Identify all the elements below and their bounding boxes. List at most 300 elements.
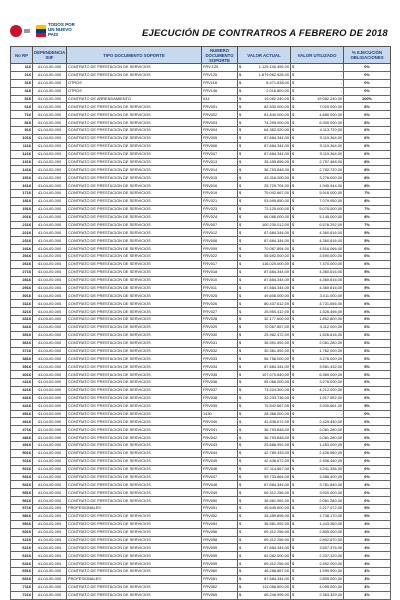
cell-currency: $ (239, 166, 242, 172)
table-header-row (11, 47, 391, 64)
cell-currency: $ (239, 324, 242, 330)
table-row (11, 402, 391, 410)
cell-numero-documento: FRV061 (202, 575, 238, 583)
cell-valor-actual: 1.129.140.455,00 (243, 64, 291, 72)
cell-no-rp: 1916 (11, 205, 33, 213)
cell-valor-actual: 69.312.256,00 (243, 489, 291, 497)
cell-dependencia: 41-04-00-000 (33, 386, 67, 394)
cell-valor-utilizado: 3.388.400,00 (296, 473, 344, 481)
cell-dependencia: 41-04-00-000 (33, 260, 67, 268)
cell-currency: $ (292, 151, 295, 157)
cell-valor-actual: 74.295.000,00 (243, 119, 291, 127)
colombia-flag-icon (36, 25, 46, 37)
table-row (11, 473, 391, 481)
cell-porcentaje: 6% (344, 253, 391, 261)
table-row (11, 355, 391, 363)
cell-numero-documento: FRV036 (202, 379, 238, 387)
cell-valor-actual: 32.233.736,00 (243, 394, 291, 402)
cell-valor-actual: 116.025.000,00 (243, 260, 291, 268)
cell-valor-actual: 49.608.000,00 (243, 292, 291, 300)
cell-currency: $ (239, 513, 242, 519)
cell-no-rp: 5816 (11, 512, 33, 520)
table-row (11, 363, 391, 371)
cell-no-rp: 6216 (11, 544, 33, 552)
cell-valor-utilizado: 4.360.616,00 (296, 268, 344, 276)
cell-tipo-documento: CONTRATO DE PRESTACION DE SERVICIOS (67, 442, 202, 450)
cell-dependencia: 41-04-00-000 (33, 213, 67, 221)
cell-currency: $ (292, 182, 295, 188)
cell-porcentaje: 4% (344, 528, 391, 536)
cell-no-rp: 7116 (11, 583, 33, 591)
cell-valor-actual: 69.312.256,00 (243, 560, 291, 568)
cell-dependencia: 41-04-00-000 (33, 64, 67, 72)
cell-porcentaje: 6% (344, 323, 391, 331)
cell-numero-documento: FRV048 (202, 481, 238, 489)
cell-valor-actual: 36.591.592,00 (243, 339, 291, 347)
cell-dependencia: 41-04-00-000 (33, 442, 67, 450)
cell-valor-utilizado: 3.507.376,00 (296, 544, 344, 552)
cell-currency: $ (239, 111, 242, 117)
cell-porcentaje: 6% (344, 316, 391, 324)
cell-porcentaje: 6% (344, 457, 391, 465)
cell-numero-documento: FRV018 (202, 268, 238, 276)
cell-dependencia: 41-04-00-000 (33, 79, 67, 87)
table-row (11, 418, 391, 426)
cell-currency: $ (292, 458, 295, 464)
cell-currency: $ (239, 206, 242, 212)
logo-text: TODOS POR UN NUEVO PAÍS (48, 22, 75, 37)
cell-numero-documento: 034 (202, 95, 238, 103)
contracts-table (10, 46, 391, 600)
cell-dependencia: 41-04-00-000 (33, 560, 67, 568)
cell-numero-documento: FRV050 (202, 497, 238, 505)
cell-numero-documento: FRV-125 (202, 64, 238, 72)
cell-valor-actual: 87.684.344,00 (243, 544, 291, 552)
cell-valor-actual: 36.581.592,00 (243, 520, 291, 528)
table-row (11, 197, 391, 205)
cell-numero-documento: FRV038 (202, 394, 238, 402)
cell-valor-actual: 45.645.600,00 (243, 505, 291, 513)
table-row (11, 512, 391, 520)
cell-currency: $ (239, 214, 242, 220)
cell-valor-actual: 70.067.894,00 (243, 245, 291, 253)
cell-currency: $ (239, 387, 242, 393)
cell-dependencia: 41-04-00-000 (33, 481, 67, 489)
cell-dependencia: 41-04-00-000 (33, 111, 67, 119)
cell-currency: $ (292, 221, 295, 227)
cell-porcentaje: 5% (344, 512, 391, 520)
logo-mark-icon (10, 25, 22, 37)
cell-currency: $ (239, 505, 242, 511)
cell-numero-documento: 1430 (202, 410, 238, 418)
cell-no-rp: 3216 (11, 308, 33, 316)
cell-tipo-documento: OTROS (67, 79, 202, 87)
cell-tipo-documento: CONTRATO DE PRESTACION DE SERVICIOS (67, 560, 202, 568)
cell-porcentaje: 8% (344, 182, 391, 190)
cell-dependencia: 41-04-00-000 (33, 434, 67, 442)
cell-valor-actual: 87.684.344,00 (243, 142, 291, 150)
cell-porcentaje: 5% (344, 284, 391, 292)
cell-dependencia: 41-04-00-000 (33, 229, 67, 237)
cell-currency: $ (292, 80, 295, 86)
cell-currency: $ (292, 568, 295, 574)
cell-valor-utilizado: - (296, 87, 344, 95)
cell-porcentaje: 6% (344, 497, 391, 505)
table-row (11, 497, 391, 505)
cell-valor-utilizado: 4.212.000,00 (296, 386, 344, 394)
cell-no-rp: 2716 (11, 268, 33, 276)
cell-valor-utilizado: 3.241.336,00 (296, 465, 344, 473)
cell-currency: $ (239, 355, 242, 361)
cell-no-rp: 5616 (11, 497, 33, 505)
cell-tipo-documento: CONTRATO DE PRESTACION DE SERVICIOS (67, 150, 202, 158)
cell-porcentaje: 0% (344, 71, 391, 79)
cell-tipo-documento: CONTRATO DE PRESTACION DE SERVICIOS (67, 237, 202, 245)
cell-tipo-documento: CONTRATO DE PRESTACION DE SERVICIOS (67, 355, 202, 363)
cell-currency: $ (292, 418, 295, 424)
cell-valor-actual: 25.982.472,00 (243, 331, 291, 339)
cell-valor-actual: 57.114.667,00 (243, 465, 291, 473)
cell-tipo-documento: CONTRATO DE PRESTACION DE SERVICIOS (67, 316, 202, 324)
cell-numero-documento: FRV028 (202, 316, 238, 324)
cell-currency: $ (292, 127, 295, 133)
cell-tipo-documento: CONTRATO DE ARRENDAMIENTO (67, 95, 202, 103)
table-row (11, 520, 391, 528)
cell-tipo-documento: CONTRATO DE PRESTACION DE SERVICIOS (67, 386, 202, 394)
cell-valor-utilizado: 3.276.000,00 (296, 355, 344, 363)
cell-currency: $ (292, 198, 295, 204)
cell-valor-actual: 87.684.344,00 (243, 134, 291, 142)
cell-numero-documento: FRV125 (202, 71, 238, 79)
cell-currency: $ (292, 529, 295, 535)
cell-currency: $ (292, 64, 295, 70)
cell-valor-actual: 1.879.062.528,00 (243, 71, 291, 79)
cell-currency: $ (292, 300, 295, 306)
cell-no-rp: 3416 (11, 323, 33, 331)
cell-numero-documento: FRV041 (202, 426, 238, 434)
cell-tipo-documento: CONTRATO DE PRESTACION DE SERVICIOS (67, 300, 202, 308)
cell-porcentaje: 6% (344, 418, 391, 426)
cell-numero-documento: FRV010 (202, 276, 238, 284)
cell-tipo-documento: CONTRATO DE PRESTACION DE SERVICIOS (67, 245, 202, 253)
table-row (11, 142, 391, 150)
cell-numero-documento: FRV021 (202, 197, 238, 205)
cell-tipo-documento: CONTRATO DE PRESTACION DE SERVICIOS (67, 418, 202, 426)
cell-no-rp: 3316 (11, 316, 33, 324)
cell-valor-utilizado: 2.081.280,00 (296, 434, 344, 442)
cell-no-rp: 3916 (11, 363, 33, 371)
cell-currency: $ (239, 261, 242, 267)
table-row (11, 260, 391, 268)
cell-valor-utilizado: 2.081.280,00 (296, 426, 344, 434)
table-row (11, 552, 391, 560)
cell-tipo-documento: CONTRATO DE PRESTACION DE SERVICIOS (67, 379, 202, 387)
cell-valor-utilizado: 2.805.000,00 (296, 575, 344, 583)
cell-numero-documento: FRV007 (202, 221, 238, 229)
cell-porcentaje: 7% (344, 221, 391, 229)
cell-numero-documento: FRV001 (202, 103, 238, 111)
cell-currency: $ (239, 450, 242, 456)
table-row (11, 245, 391, 253)
table-row (11, 71, 391, 79)
cell-valor-utilizado: 5.916.000,00 (296, 190, 344, 198)
cell-valor-actual: 66.066.000,00 (243, 213, 291, 221)
cell-numero-documento: FRV051 (202, 505, 238, 513)
cell-tipo-documento: CONTRATO DE PRESTACION DE SERVICIOS (67, 583, 202, 591)
cell-porcentaje: 6% (344, 111, 391, 119)
cell-valor-actual: 79.042.667,00 (243, 190, 291, 198)
cell-currency: $ (292, 560, 295, 566)
cell-dependencia: 41-04-00-000 (33, 544, 67, 552)
cell-currency: $ (239, 284, 242, 290)
cell-valor-actual: 36.793.848,00 (243, 434, 291, 442)
cell-tipo-documento: CONTRATO DE PRESTACION DE SERVICIOS (67, 221, 202, 229)
cell-currency: $ (292, 253, 295, 259)
cell-dependencia: 41-04-00-000 (33, 316, 67, 324)
cell-no-rp: 1616 (11, 182, 33, 190)
table-row (11, 371, 391, 379)
cell-tipo-documento: CONTRATO DE PRESTACION DE SERVICIOS (67, 103, 202, 111)
cell-valor-actual: 87.684.344,00 (243, 575, 291, 583)
cell-valor-utilizado: 6.576.292,00 (296, 221, 344, 229)
cell-porcentaje: 6% (344, 127, 391, 135)
table-body (11, 64, 391, 600)
cell-porcentaje: 7% (344, 190, 391, 198)
cell-dependencia: 41-04-00-000 (33, 300, 67, 308)
cell-porcentaje: 8% (344, 174, 391, 182)
cell-valor-utilizado: 2.061.280,00 (296, 339, 344, 347)
cell-valor-utilizado: 5.119.264,00 (296, 150, 344, 158)
cell-currency: $ (292, 513, 295, 519)
cell-numero-documento: FRV022 (202, 253, 238, 261)
cell-currency: $ (239, 300, 242, 306)
cell-currency: $ (292, 190, 295, 196)
cell-porcentaje: 5% (344, 505, 391, 513)
cell-currency: $ (292, 434, 295, 440)
cell-currency: $ (239, 158, 242, 164)
cell-tipo-documento: CONTRATO DE PRESTACION DE SERVICIOS (67, 371, 202, 379)
cell-numero-documento: FRV046 (202, 465, 238, 473)
table-row (11, 284, 391, 292)
cell-valor-actual: 87.684.344,00 (243, 284, 291, 292)
cell-valor-utilizado: 3.590.000,00 (296, 253, 344, 261)
cell-numero-documento: FRV049 (202, 489, 238, 497)
cell-valor-actual: 35.459.896,00 (243, 512, 291, 520)
cell-porcentaje: 6% (344, 371, 391, 379)
cell-numero-documento: FRV040 (202, 418, 238, 426)
cell-no-rp: 3816 (11, 355, 33, 363)
cell-porcentaje: 8% (344, 103, 391, 111)
cell-valor-actual: 2.016.800,00 (243, 87, 291, 95)
cell-currency: $ (292, 466, 295, 472)
cell-dependencia: 41-04-00-000 (33, 268, 67, 276)
cell-numero-documento: FRV034 (202, 363, 238, 371)
cell-currency: $ (239, 529, 242, 535)
table-row (11, 426, 391, 434)
cell-tipo-documento: PROFESIONALES (67, 505, 202, 513)
cell-no-rp: 5016 (11, 449, 33, 457)
table-row (11, 79, 391, 87)
cell-no-rp: 6016 (11, 528, 33, 536)
cell-valor-actual: 55.066.000,00 (243, 379, 291, 387)
cell-currency: $ (292, 505, 295, 511)
cell-currency: $ (239, 426, 242, 432)
cell-tipo-documento: CONTRATO DE PRESTACION DE SERVICIOS (67, 71, 202, 79)
table-row (11, 560, 391, 568)
cell-valor-actual: 28.366.000,00 (243, 410, 291, 418)
cell-valor-actual: 73.424.300,00 (243, 386, 291, 394)
cell-currency: $ (292, 237, 295, 243)
cell-numero-documento: FRV007 (202, 150, 238, 158)
cell-porcentaje: 6% (344, 260, 391, 268)
cell-porcentaje: 4% (344, 552, 391, 560)
cell-no-rp: 5316 (11, 473, 33, 481)
cell-valor-utilizado: 1.782.000,00 (296, 347, 344, 355)
cell-dependencia: 41-04-00-000 (33, 394, 67, 402)
cell-currency: $ (292, 450, 295, 456)
cell-tipo-documento: CONTRATO DE PRESTACION DE SERVICIOS (67, 268, 202, 276)
cell-dependencia: 41-04-00-000 (33, 379, 67, 387)
cell-currency: $ (292, 88, 295, 94)
table-row (11, 489, 391, 497)
cell-valor-actual: 36.581.592,00 (243, 497, 291, 505)
cell-valor-utilizado: 3.781.840,00 (296, 481, 344, 489)
cell-no-rp: 4116 (11, 379, 33, 387)
cell-numero-documento: FRV002 (202, 111, 238, 119)
cell-valor-utilizado: 1.999.900,00 (296, 568, 344, 576)
cell-currency: $ (239, 560, 242, 566)
cell-porcentaje: 5% (344, 229, 391, 237)
cell-dependencia: 41-04-00-000 (33, 197, 67, 205)
cell-valor-utilizado: - (296, 79, 344, 87)
cell-porcentaje: 4% (344, 568, 391, 576)
cell-currency: $ (239, 190, 242, 196)
cell-numero-documento: FRV025 (202, 292, 238, 300)
cell-valor-actual: 62.062.000,00 (243, 552, 291, 560)
table-row (11, 253, 391, 261)
cell-tipo-documento: CONTRATO DE PRESTACION DE SERVICIOS (67, 308, 202, 316)
cell-currency: $ (239, 568, 242, 574)
cell-tipo-documento: CONTRATO DE PRESTACION DE SERVICIOS (67, 64, 202, 72)
cell-valor-utilizado: 4.360.616,00 (296, 276, 344, 284)
cell-no-rp: 1316 (11, 158, 33, 166)
cell-numero-documento: FRV039 (202, 402, 238, 410)
cell-currency: $ (239, 88, 242, 94)
cell-valor-actual: 25.686.992,00 (243, 442, 291, 450)
cell-currency: $ (292, 261, 295, 267)
cell-no-rp: 616 (11, 103, 33, 111)
cell-dependencia: 41-04-00-000 (33, 174, 67, 182)
cell-tipo-documento: CONTRATO DE PRESTACION DE SERVICIOS (67, 292, 202, 300)
cell-porcentaje: 6% (344, 339, 391, 347)
table-row (11, 583, 391, 591)
cell-dependencia: 41-04-00-000 (33, 347, 67, 355)
cell-valor-actual: 100.230.012,00 (243, 221, 291, 229)
cell-numero-documento: FRV054 (202, 520, 238, 528)
table-row (11, 339, 391, 347)
cell-porcentaje: 6% (344, 426, 391, 434)
cell-valor-actual: 87.684.344,00 (243, 481, 291, 489)
table-row (11, 190, 391, 198)
cell-valor-utilizado: - (296, 71, 344, 79)
cell-porcentaje: 6% (344, 292, 391, 300)
cell-valor-actual: 87.684.344,00 (243, 150, 291, 158)
cell-porcentaje: 0% (344, 87, 391, 95)
cell-dependencia: 41-04-00-000 (33, 182, 67, 190)
cell-currency: $ (239, 395, 242, 401)
cell-numero-documento: FRV043 (202, 442, 238, 450)
cell-tipo-documento: CONTRATO DE PRESTACION DE SERVICIOS (67, 544, 202, 552)
cell-valor-utilizado: 4.360.616,00 (296, 284, 344, 292)
cell-currency: $ (292, 277, 295, 283)
cell-valor-actual: 42.436.672,00 (243, 457, 291, 465)
cell-currency: $ (239, 584, 242, 590)
cell-valor-utilizado: 3.930.661,00 (296, 402, 344, 410)
cell-porcentaje: 6% (344, 355, 391, 363)
cell-valor-utilizado: 2.406.440,00 (296, 457, 344, 465)
cell-currency: $ (292, 135, 295, 141)
cell-no-rp: 1116 (11, 142, 33, 150)
cell-numero-documento: FRV003 (202, 119, 238, 127)
cell-currency: $ (292, 292, 295, 298)
cell-tipo-documento: CONTRATO DE PRESTACION DE SERVICIOS (67, 568, 202, 576)
cell-tipo-documento: CONTRATO DE PRESTACION DE SERVICIOS (67, 127, 202, 135)
cell-currency: $ (292, 379, 295, 385)
cell-porcentaje: 5% (344, 237, 391, 245)
cell-no-rp: 5916 (11, 520, 33, 528)
cell-porcentaje: 5% (344, 276, 391, 284)
cell-no-rp: 5116 (11, 457, 33, 465)
cell-no-rp: 4516 (11, 410, 33, 418)
cell-numero-documento: FRV012 (202, 229, 238, 237)
cell-valor-utilizado: 5.145.000,00 (296, 213, 344, 221)
cell-currency: $ (292, 72, 295, 78)
table-row (11, 229, 391, 237)
cell-tipo-documento: CONTRATO DE PRESTACION DE SERVICIOS (67, 449, 202, 457)
cell-numero-documento: FRV009 (202, 245, 238, 253)
cell-dependencia: 41-04-00-000 (33, 127, 67, 135)
cell-valor-actual: 30.381.592,00 (243, 347, 291, 355)
cell-porcentaje: 6% (344, 347, 391, 355)
cell-currency: $ (292, 332, 295, 338)
header-numero-documento: NUMERO DOCUMENTO SOPORTE (202, 47, 238, 64)
cell-porcentaje: 7% (344, 205, 391, 213)
cell-tipo-documento: CONTRATO DE PRESTACION DE SERVICIOS (67, 552, 202, 560)
cell-porcentaje: 8% (344, 197, 391, 205)
cell-tipo-documento: CONTRATO DE PRESTACION DE SERVICIOS (67, 520, 202, 528)
cell-dependencia: 41-04-00-000 (33, 339, 67, 347)
cell-currency: $ (239, 379, 242, 385)
cell-tipo-documento: CONTRATO DE PRESTACION DE SERVICIOS (67, 331, 202, 339)
cell-no-rp: 6316 (11, 552, 33, 560)
cell-tipo-documento: CONTRATO DE PRESTACION DE SERVICIOS (67, 347, 202, 355)
cell-currency: $ (239, 64, 242, 70)
table-row (11, 292, 391, 300)
page-title: EJECUCIÓN DE CONTRATROS A FEBRERO DE 2018 (142, 28, 388, 39)
cell-dependencia: 41-04-00-000 (33, 205, 67, 213)
cell-tipo-documento: CONTRATO DE PRESTACION DE SERVICIOS (67, 363, 202, 371)
cell-dependencia: 41-04-00-000 (33, 166, 67, 174)
cell-porcentaje: 5% (344, 268, 391, 276)
cell-dependencia: 41-04-00-000 (33, 245, 67, 253)
cell-no-rp: 216 (11, 71, 33, 79)
cell-currency: $ (292, 371, 295, 377)
cell-valor-actual: 65.246.995,00 (243, 591, 291, 599)
cell-numero-documento: FRV035 (202, 371, 238, 379)
cell-porcentaje: 6% (344, 150, 391, 158)
cell-tipo-documento: CONTRATO DE PRESTACION DE SERVICIOS (67, 260, 202, 268)
table-row (11, 331, 391, 339)
